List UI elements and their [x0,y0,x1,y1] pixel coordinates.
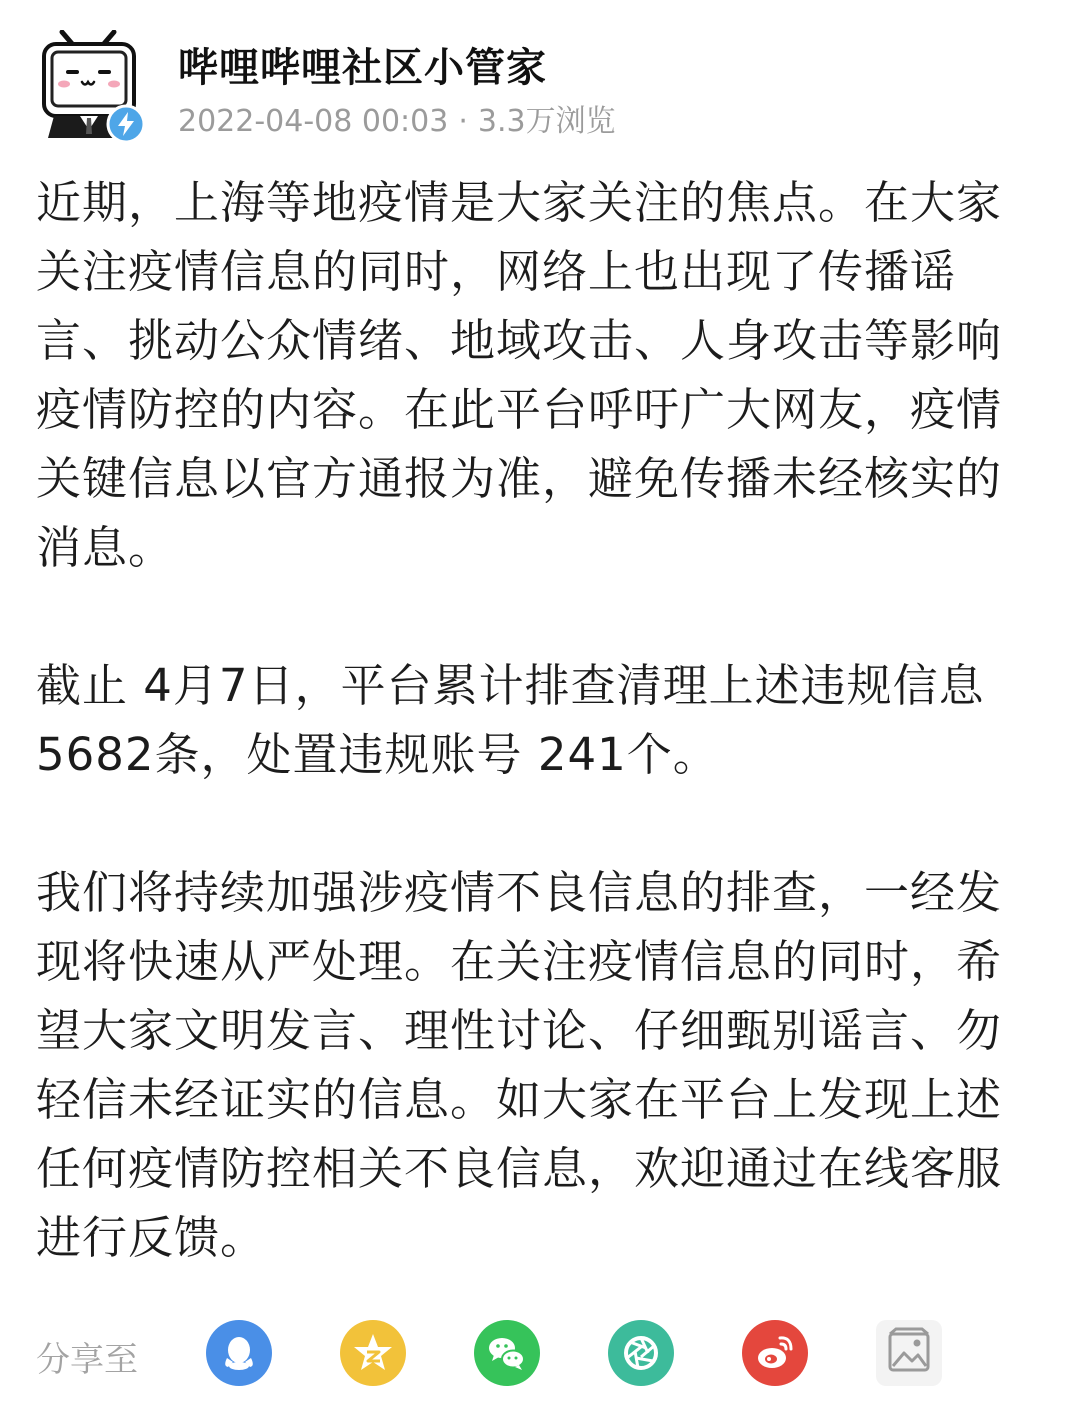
share-qq-button[interactable] [206,1320,272,1386]
post-paragraph: 近期，上海等地疫情是大家关注的焦点。在大家关注疫情信息的同时，网络上也出现了传播谣言、挑动公众情绪、地域攻击、人身攻击等影响疫情防控的内容。在此平台呼吁广大网友，疫情关键信息以官方通报为准，避免传播未经核实的消息。 [36,176,1003,574]
share-bar [36,1318,1046,1390]
verified-badge [106,104,146,144]
weibo-icon [742,1320,808,1386]
author-name[interactable]: 哔哩哔哩社区小管家 [178,45,547,91]
post-paragraph: 我们将持续加强涉疫情不良信息的排查，一经发现将快速从严处理。在关注疫情信息的同时，希望大家文明发言、理性讨论、仔细甄别谣言、勿轻信未经证实的信息。如大家在平台上发现上述任何疫情防控相关不良信息，欢迎通过在线客服进行反馈。 [36,866,1003,1264]
post-header [0,0,1080,150]
share-qzone-button[interactable] [340,1320,406,1386]
share-wechat-button[interactable] [474,1320,540,1386]
view-count: 3.3万浏览 [477,104,616,139]
post-paragraph: 截止 4月7日，平台累计排查清理上述违规信息5682条，处置违规账号 241个。 [36,659,985,781]
qq-icon [206,1320,272,1386]
wechat-icon [474,1320,540,1386]
share-weibo-button[interactable] [742,1320,808,1386]
share-label: 分享至 [36,1340,138,1380]
meta-separator: · [458,104,468,139]
share-picture-button[interactable] [876,1320,942,1386]
post-timestamp: 2022-04-08 00:03 [178,104,449,139]
share-moments-button[interactable] [608,1320,674,1386]
post-body [36,168,1046,1272]
qzone-star-icon [340,1320,406,1386]
moments-aperture-icon [608,1320,674,1386]
lightning-verified-icon [106,104,146,144]
post-meta [178,96,616,140]
picture-icon [876,1320,942,1386]
